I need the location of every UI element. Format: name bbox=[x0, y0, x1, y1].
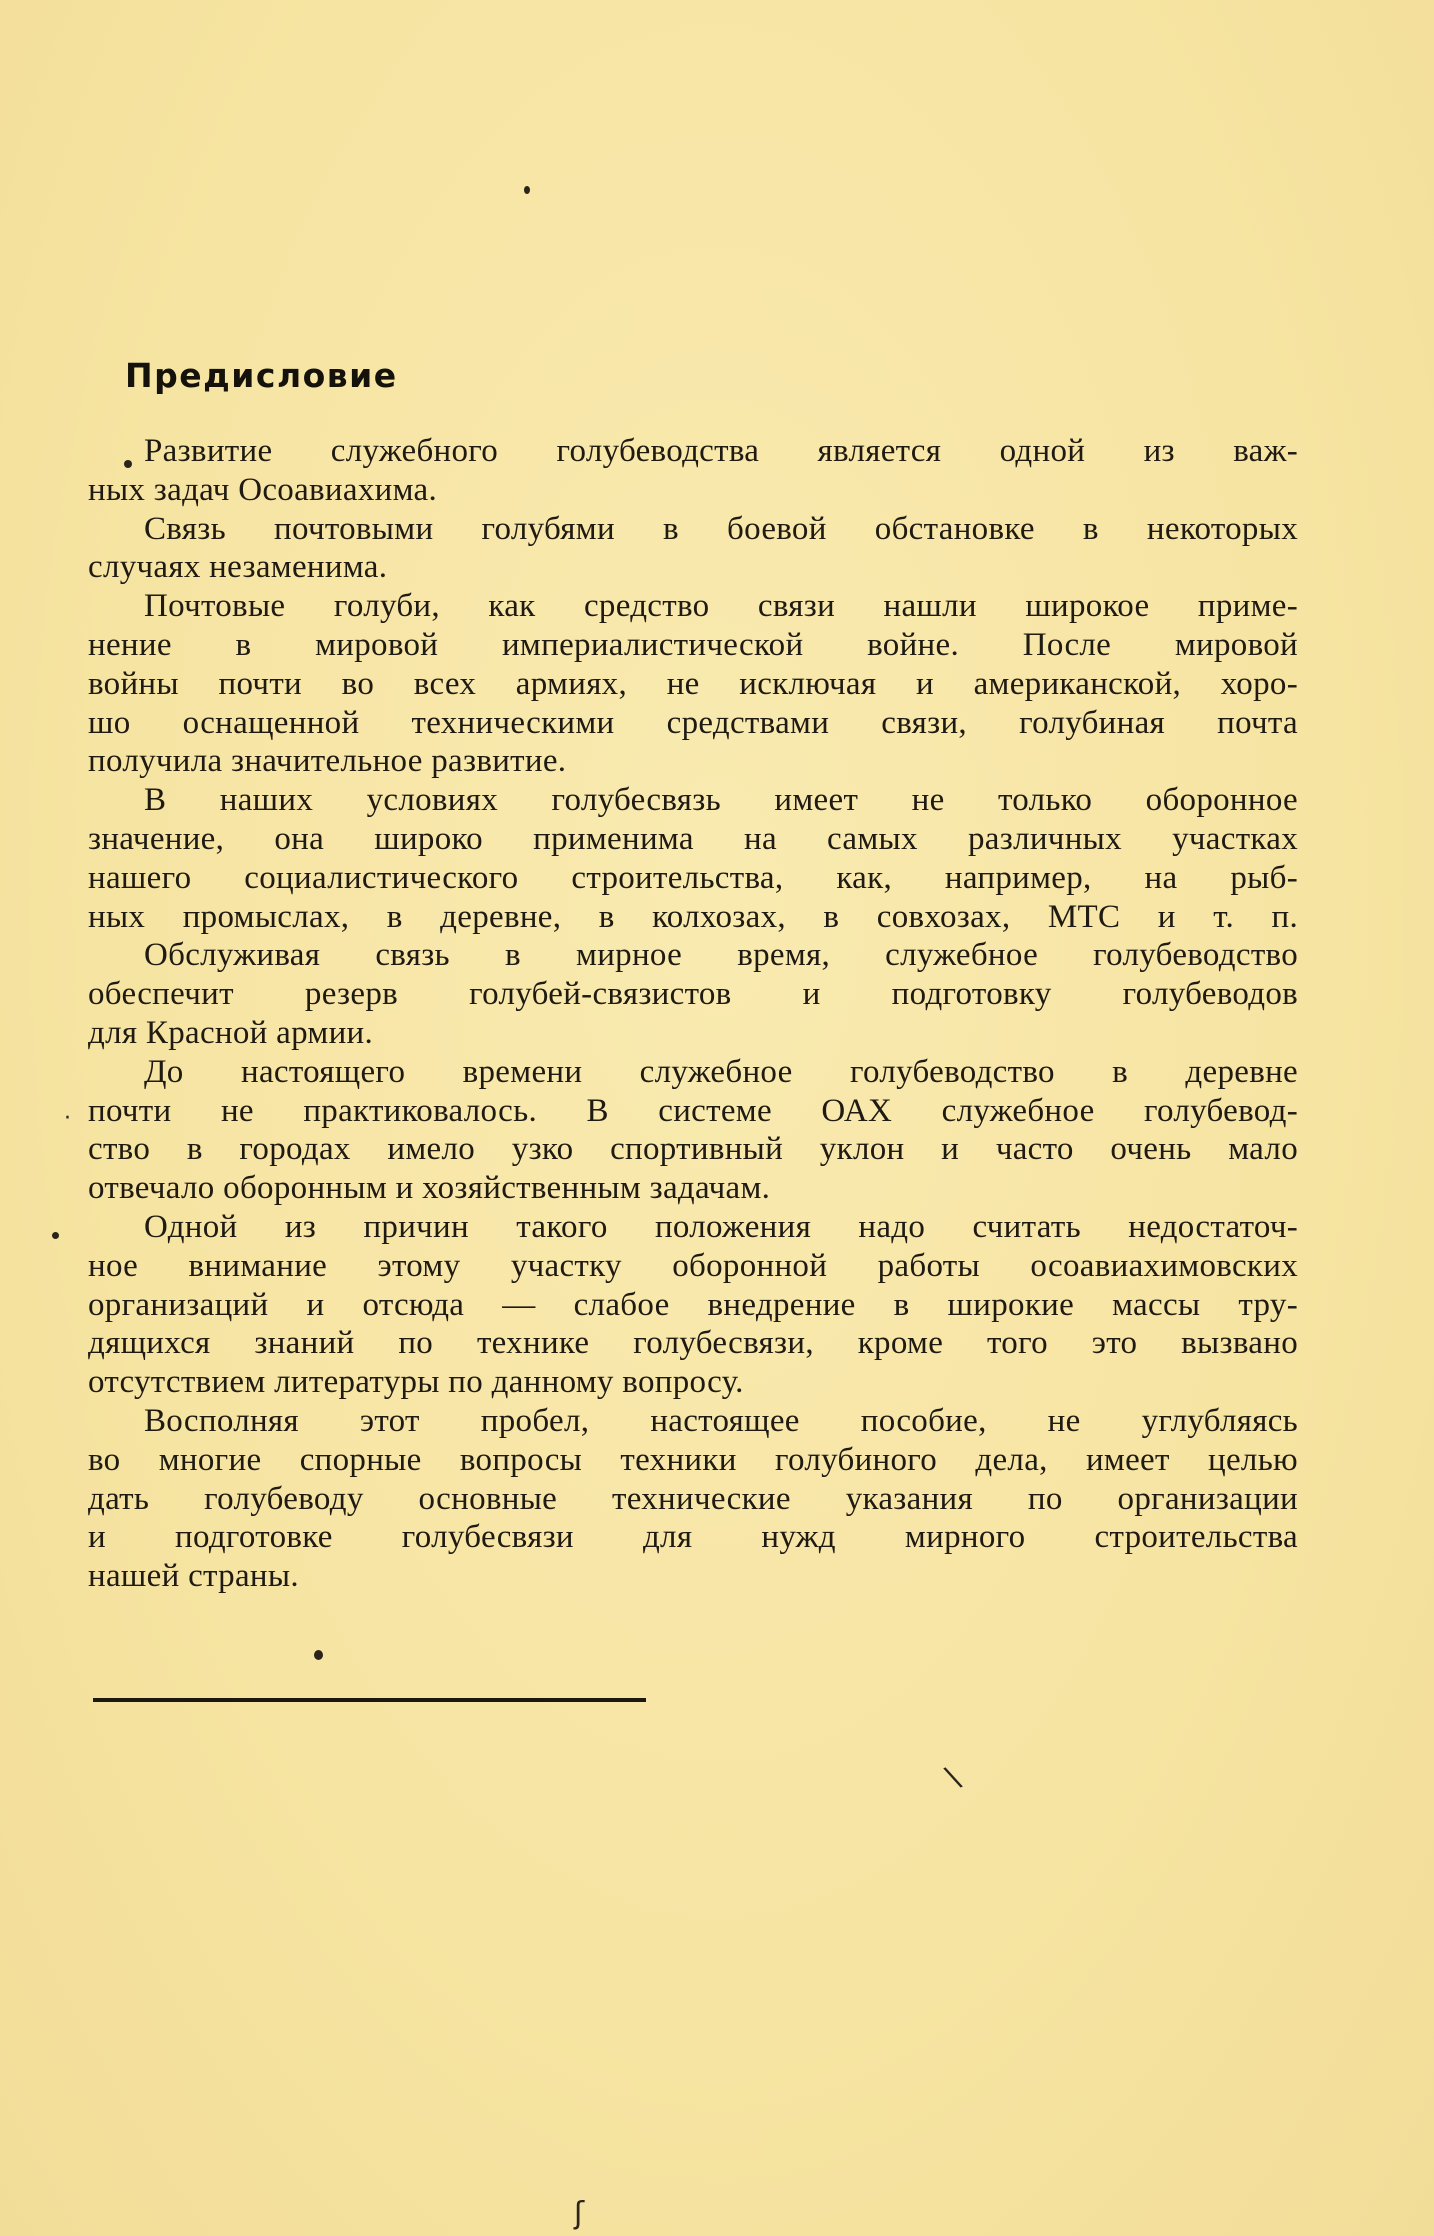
ink-speck bbox=[52, 1232, 59, 1239]
text-line: почти не практиковалось. В системе ОАХ служебное голубевод- bbox=[88, 1092, 1298, 1129]
text-line: Связь почтовыми голубями в боевой обстановке в некоторых bbox=[144, 510, 1298, 547]
text-line: ных промыслах, в деревне, в колхозах, в совхозах, МТС и т. п. bbox=[88, 898, 1298, 935]
text-line: и подготовке голубесвязи для нужд мирного строительства bbox=[88, 1519, 1298, 1556]
text-line: Восполняя этот пробел, настоящее пособие, не углубляясь bbox=[144, 1402, 1298, 1439]
stray-mark: · bbox=[64, 1106, 71, 1131]
text-line: дящихся знаний по технике голубесвязи, кроме того это вызвано bbox=[88, 1325, 1298, 1362]
text-line: Почтовые голуби, как средство связи нашли широкое приме- bbox=[144, 588, 1298, 625]
text-line: ных задач Осоавиахима. bbox=[88, 471, 438, 508]
text-line: нение в мировой империалистической войне. После мировой bbox=[88, 626, 1298, 663]
text-line: во многие спорные вопросы техники голубиного дела, имеет целью bbox=[88, 1441, 1298, 1478]
ink-speck bbox=[314, 1650, 323, 1660]
stray-mark: \ bbox=[941, 1759, 966, 1796]
text-line: отсутствием литературы по данному вопросу. bbox=[88, 1364, 744, 1401]
text-line: шо оснащенной техническими средствами связи, голубиная почта bbox=[88, 704, 1298, 741]
text-line: Одной из причин такого положения надо считать недостаточ- bbox=[144, 1208, 1298, 1245]
text-line: До настоящего времени служебное голубеводство в деревне bbox=[144, 1053, 1298, 1090]
text-line: отвечало оборонным и хозяйственным задачам. bbox=[88, 1170, 771, 1207]
text-line: получила значительное развитие. bbox=[88, 743, 567, 780]
text-line: Развитие служебного голубеводства является одной из важ- bbox=[144, 433, 1298, 469]
preface-text bbox=[88, 432, 1298, 1596]
text-line: нашего социалистического строительства, как, например, на рыб- bbox=[88, 859, 1298, 896]
text-line: дать голубеводу основные технические указания по организации bbox=[88, 1480, 1298, 1517]
text-line: войны почти во всех армиях, не исключая и американской, хоро- bbox=[88, 665, 1298, 702]
section-divider bbox=[93, 1698, 646, 1702]
text-line: В наших условиях голубесвязь имеет не только оборонное bbox=[144, 782, 1298, 819]
text-line: значение, она широко применима на самых различных участках bbox=[88, 820, 1298, 857]
text-line: случаях незаменима. bbox=[88, 549, 388, 586]
page-title: Предисловие bbox=[125, 356, 398, 395]
text-line: организаций и отсюда — слабое внедрение в широкие массы тру- bbox=[88, 1286, 1298, 1323]
text-line: ство в городах имело узко спортивный уклон и часто очень мало bbox=[88, 1131, 1298, 1168]
text-line: ное внимание этому участку оборонной работы осоавиахимовских bbox=[88, 1247, 1298, 1284]
text-line: Обслуживая связь в мирное время, служебное голубеводство bbox=[144, 937, 1298, 974]
text-line: обеспечит резерв голубей-связистов и подготовку голубеводов bbox=[88, 976, 1298, 1013]
ink-speck bbox=[524, 186, 530, 194]
stray-mark: ʃ bbox=[574, 2196, 585, 2231]
text-line: для Красной армии. bbox=[88, 1014, 374, 1051]
text-line: нашей страны. bbox=[88, 1558, 299, 1595]
